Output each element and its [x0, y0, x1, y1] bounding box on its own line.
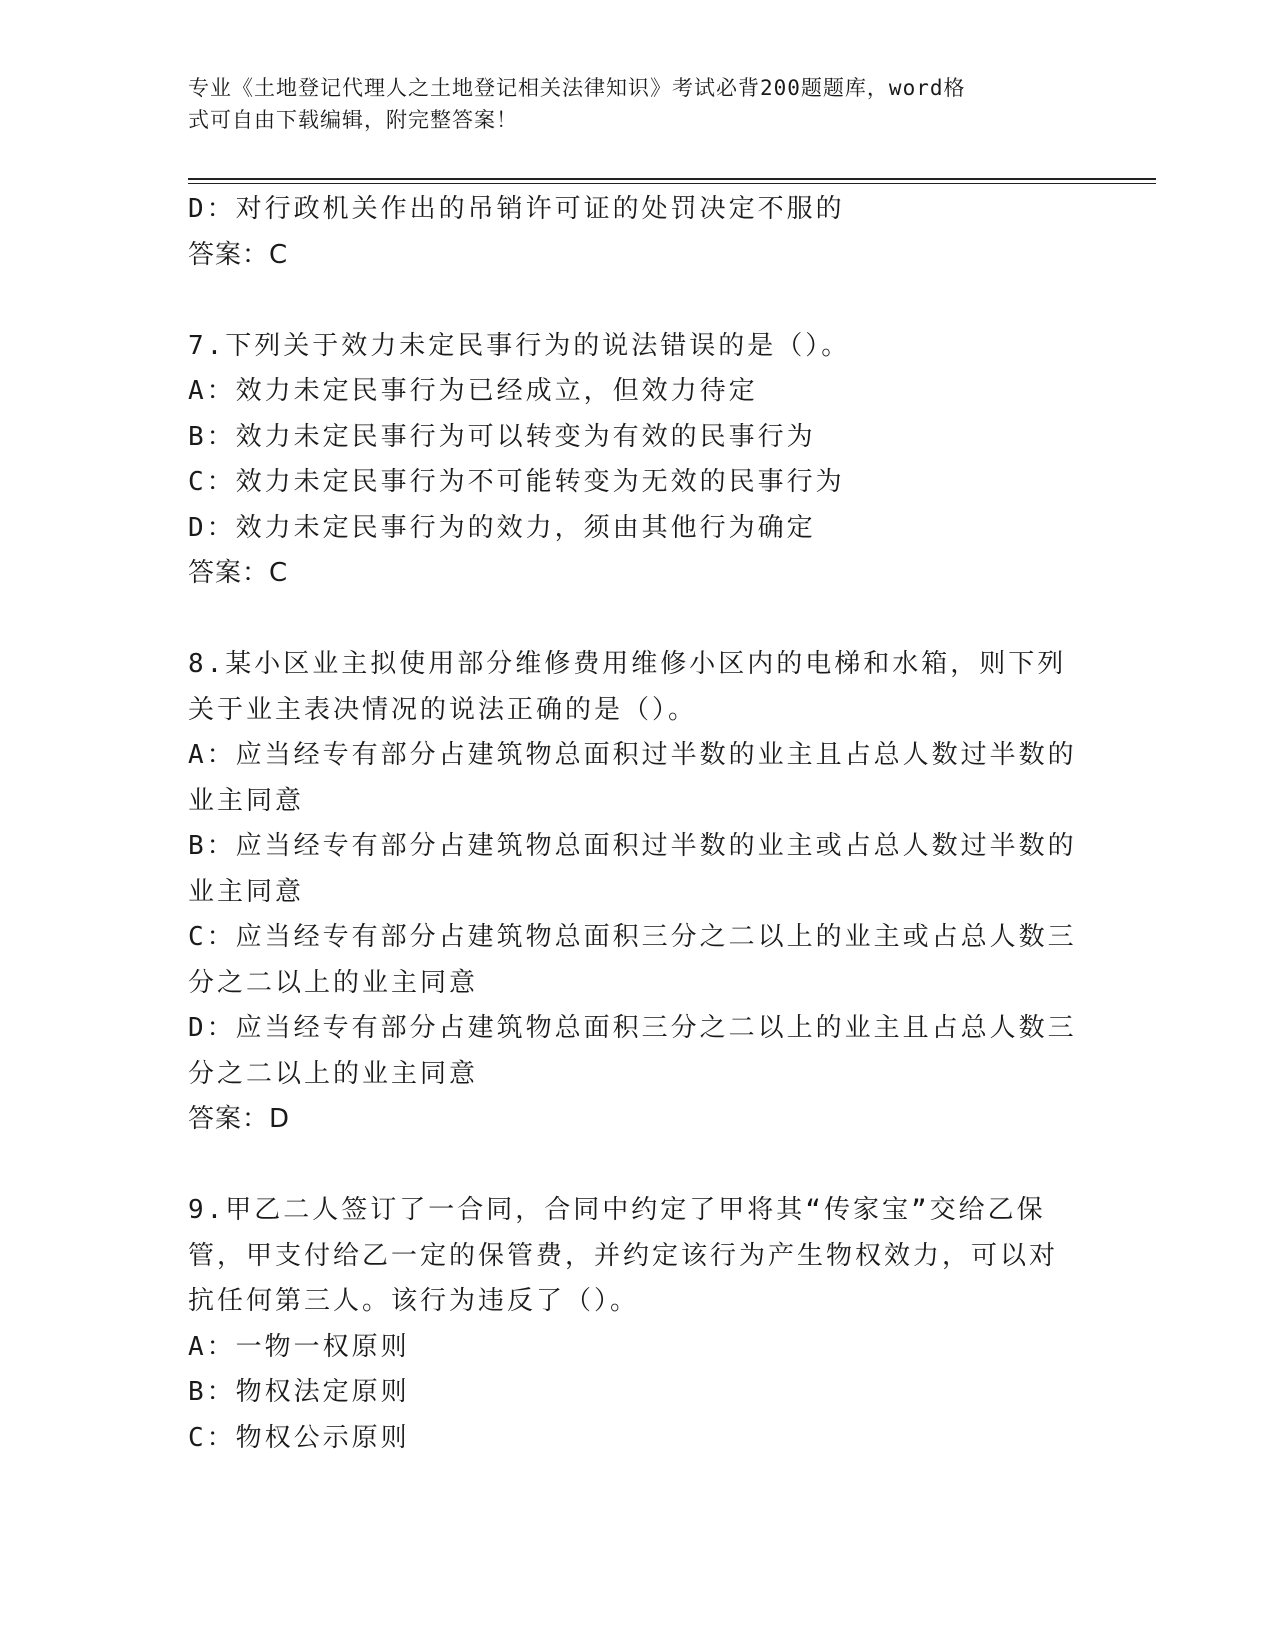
question-line: 分之二以上的业主同意	[188, 967, 479, 998]
header-divider	[188, 178, 1156, 180]
block-spacer	[188, 597, 1088, 643]
header-line-2: 式可自由下载编辑，附完整答案！	[188, 108, 518, 132]
question-block	[188, 324, 1088, 597]
question-line: B：应当经专有部分占建筑物总面积过半数的业主或占总人数过半数的	[188, 831, 1077, 861]
question-line: C：应当经专有部分占建筑物总面积三分之二以上的业主或占总人数三	[188, 922, 1077, 952]
question-block	[188, 642, 1088, 1143]
question-line: D：效力未定民事行为的效力，须由其他行为确定	[188, 512, 816, 543]
question-line: C：效力未定民事行为不可能转变为无效的民事行为	[188, 467, 845, 497]
question-line: 业主同意	[188, 876, 305, 907]
question-line: 业主同意	[188, 785, 305, 816]
header-divider-thin	[188, 183, 1156, 184]
question-line: 7.下列关于效力未定民事行为的说法错误的是（）。	[188, 330, 851, 361]
block-spacer	[188, 278, 1088, 324]
question-line: D：对行政机关作出的吊销许可证的处罚决定不服的	[188, 194, 845, 224]
question-line: C：物权公示原则	[188, 1422, 410, 1453]
question-line: B：效力未定民事行为可以转变为有效的民事行为	[188, 421, 816, 452]
question-line: A：一物一权原则	[188, 1331, 410, 1362]
question-line: D：应当经专有部分占建筑物总面积三分之二以上的业主且占总人数三	[188, 1013, 1077, 1043]
header-line-1: 专业《土地登记代理人之土地登记相关法律知识》考试必背200题题库，word格	[188, 76, 966, 100]
question-line: 9.甲乙二人签订了一合同，合同中约定了甲将其“传家宝”交给乙保	[188, 1195, 1046, 1225]
document-header	[188, 72, 1068, 136]
answer-line: 答案：C	[188, 239, 289, 270]
question-block	[188, 1188, 1088, 1461]
question-line: 管，甲支付给乙一定的保管费，并约定该行为产生物权效力，可以对	[188, 1240, 1059, 1271]
question-list	[188, 187, 1088, 1461]
question-line: A：效力未定民事行为已经成立，但效力待定	[188, 376, 758, 406]
answer-line: 答案：C	[188, 558, 289, 588]
question-line: A：应当经专有部分占建筑物总面积过半数的业主且占总人数过半数的	[188, 740, 1077, 770]
question-line: 关于业主表决情况的说法正确的是（）。	[188, 694, 698, 725]
question-block	[188, 187, 1088, 278]
answer-line: 答案：D	[188, 1104, 291, 1134]
question-line: 分之二以上的业主同意	[188, 1058, 479, 1089]
question-line: B：物权法定原则	[188, 1377, 410, 1407]
question-line: 8.某小区业主拟使用部分维修费用维修小区内的电梯和水箱，则下列	[188, 649, 1067, 679]
question-line: 抗任何第三人。该行为违反了（）。	[188, 1286, 640, 1316]
block-spacer	[188, 1143, 1088, 1189]
